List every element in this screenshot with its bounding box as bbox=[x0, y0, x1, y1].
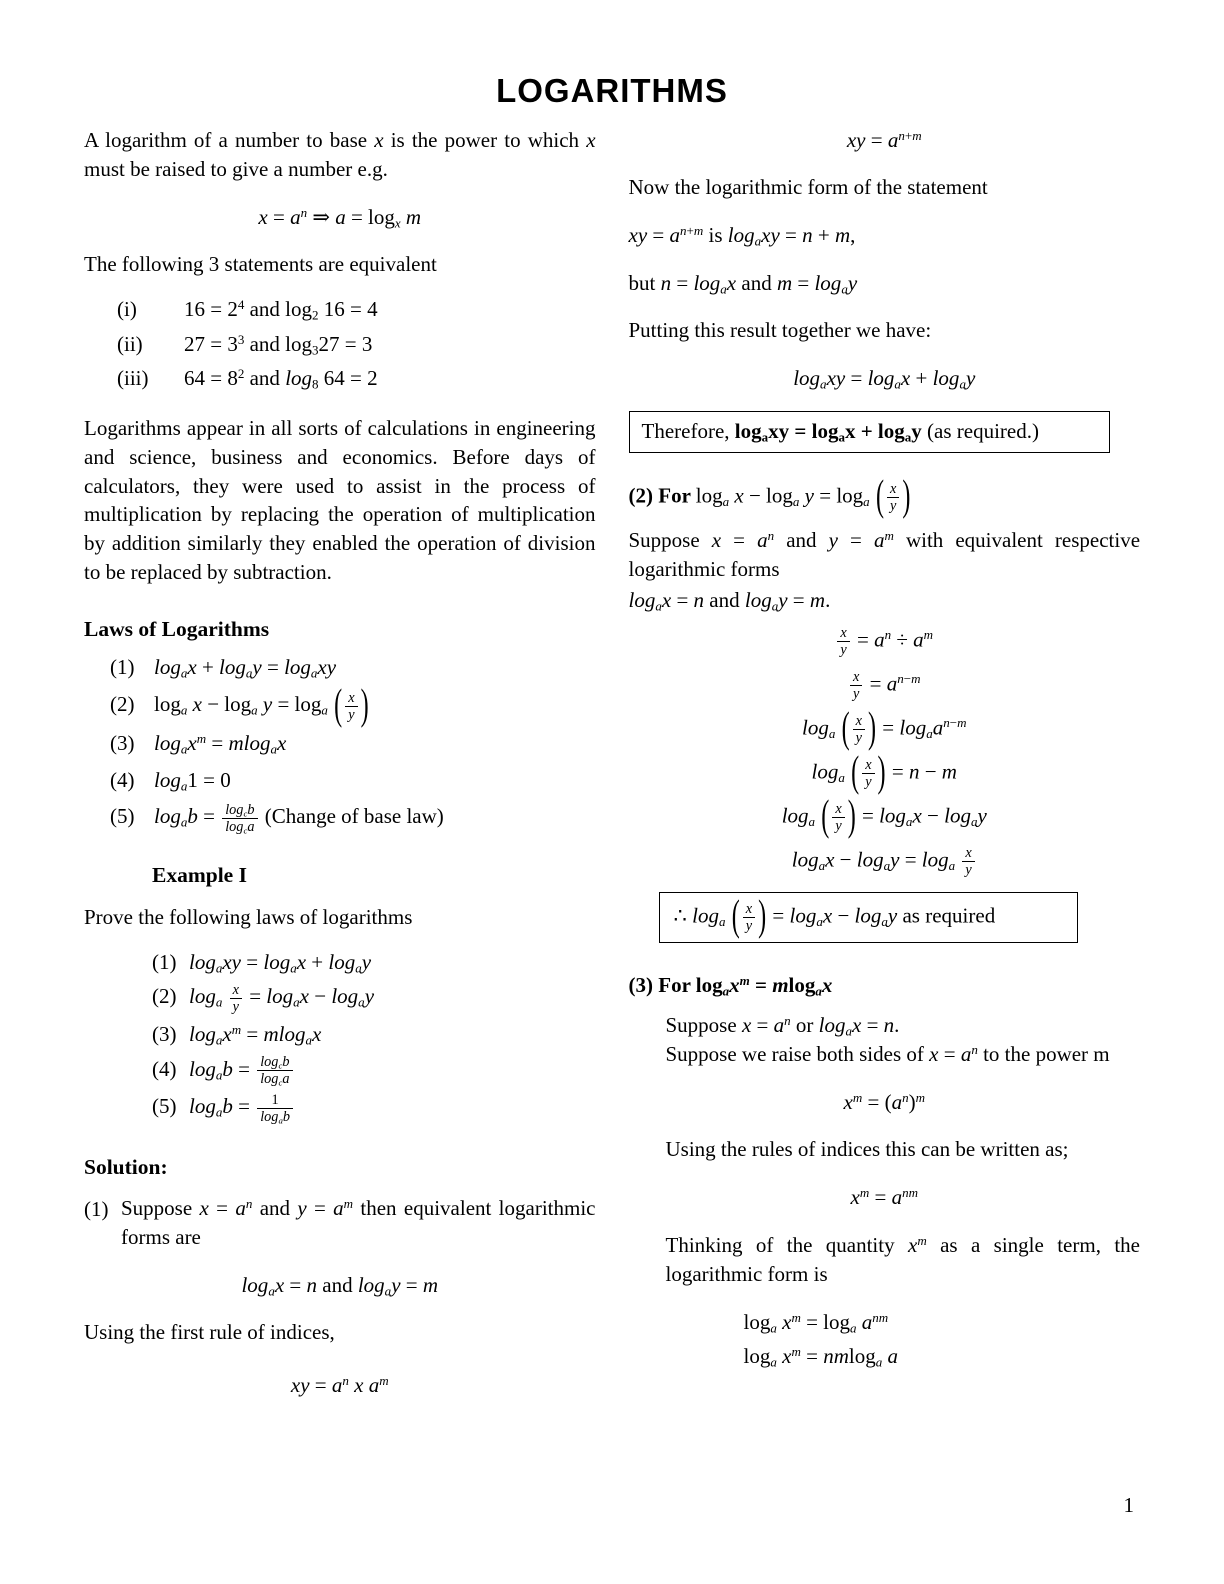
putting-text: Putting this result together we have: bbox=[628, 318, 932, 342]
section-2-paragraph: Suppose $x = a^n$ and $y = a^m$ with equivalent respective logarithmic forms bbox=[628, 527, 1141, 581]
list-item bbox=[117, 363, 596, 393]
solution-text: Suppose $x = a^n$ and $y = a^m$ then equivalent logarithmic forms are bbox=[121, 1195, 596, 1249]
item-equation: $64 = 8^2$ and $\log_8 64 = 2$ bbox=[184, 365, 378, 392]
item-equation: $\log_a x - \log_a y = \log_a$ ( $\frac{x}{y}$ ) bbox=[154, 680, 369, 730]
equation-line: $\frac{x}{y}$ = $a^n \div a^m$ bbox=[629, 625, 1141, 658]
item-label: (1) bbox=[110, 655, 135, 680]
solution-equation: xy = $a^n$ x $a^m$ bbox=[290, 1372, 389, 1398]
item-label: (iii) bbox=[117, 366, 149, 391]
law-item bbox=[110, 801, 596, 835]
law-item bbox=[110, 652, 596, 682]
equation-line: $\frac{x}{y}$ = $a^{n-m}$ bbox=[629, 669, 1141, 702]
prove-item bbox=[152, 1091, 596, 1125]
item-equation: $\log_ax^m = mlog_ax$ bbox=[154, 731, 287, 758]
list-item bbox=[117, 294, 596, 324]
equation-line: $x^m = (a^n)^m$ bbox=[843, 1089, 925, 1115]
item-equation: $16 = 2^4$ and $\log_2 16 = 4$ bbox=[184, 297, 378, 323]
law-item bbox=[110, 765, 596, 795]
item-label: (i) bbox=[117, 297, 137, 322]
intro-paragraph: A logarithm of a number to base x is the power to which x must be raised to give a number e.g. bbox=[84, 128, 596, 181]
prove-item bbox=[152, 1054, 596, 1088]
now-text: Now the logarithmic form of the statement bbox=[628, 175, 988, 200]
conclusion-box-product-rule: Therefore, $\log_axy = \log_ax + \log_ay$ (as required.) bbox=[629, 411, 1111, 452]
solution-step bbox=[84, 1194, 596, 1252]
section-3-paragraph: Suppose we raise both sides of $x = a^n$ to the power m bbox=[665, 1041, 1110, 1067]
section-2-heading: (2) For $\log_a x - \log_a y = \log_a$ ( $\frac{x}{y}$ ) bbox=[628, 471, 911, 521]
definition-equation: $x = a^n$ ⇒ $a = \log_x m$ bbox=[258, 204, 422, 231]
item-equation: $27 = 3^3$ and $\log_327 = 3$ bbox=[184, 331, 373, 358]
law-item bbox=[110, 680, 596, 730]
list-item bbox=[117, 329, 596, 359]
section-3-heading: (3) For $\log_ax^m = mlog_ax$ bbox=[628, 972, 833, 999]
equation-line: $\log_a$ ( $\frac{x}{y}$ ) = $\log_aa^{n-m}$ bbox=[801, 704, 967, 753]
equation-line: $\log_a$ ( $\frac{x}{y}$ ) = n − m bbox=[811, 748, 957, 797]
equation-line: $\log_ax = n$ and $\log_ay = m$. bbox=[628, 587, 831, 614]
indices-text: Using the first rule of indices, bbox=[84, 1320, 335, 1345]
laws-heading: Laws of Logarithms bbox=[84, 617, 270, 642]
item-label: (3) bbox=[110, 731, 135, 756]
item-label: (4) bbox=[152, 1056, 177, 1081]
item-equation: $\log_a1 = 0$ bbox=[154, 767, 231, 794]
two-column-layout bbox=[84, 116, 1140, 1418]
section-3-paragraph: Using the rules of indices this can be written as; bbox=[665, 1137, 1069, 1162]
conclusion-box-quotient-rule: ∴ $\log_a$ ( $\frac{x}{y}$ ) = $\log_ax - \log_ay$ as required bbox=[659, 892, 1079, 943]
equation-line: $x^m = a^{nm}$ bbox=[850, 1185, 918, 1210]
item-label: (4) bbox=[110, 767, 135, 792]
right-column bbox=[629, 116, 1141, 1389]
item-label: (2) bbox=[152, 984, 177, 1009]
equation-line: $\log_axy = \log_ax + \log_ay$ bbox=[793, 365, 976, 392]
prove-list bbox=[84, 947, 596, 1125]
item-label: (ii) bbox=[117, 331, 143, 356]
law-item bbox=[110, 728, 596, 758]
item-label: (2) bbox=[110, 691, 135, 716]
page-title: LOGARITHMS bbox=[496, 72, 728, 109]
section-3-paragraph: Thinking of the quantity $x^m$ as a single term, the logarithmic form is bbox=[665, 1232, 1140, 1286]
solution-equation: $\log_ax = n$ and $\log_ay = m$ bbox=[241, 1272, 439, 1299]
equivalence-intro: The following 3 statements are equivalent bbox=[84, 252, 437, 277]
left-column bbox=[84, 116, 596, 1418]
example-heading: Example I bbox=[152, 863, 247, 888]
item-label: (5) bbox=[110, 804, 135, 829]
prove-item bbox=[152, 981, 596, 1015]
item-label: (3) bbox=[152, 1022, 177, 1047]
prove-intro: Prove the following laws of logarithms bbox=[84, 905, 413, 930]
page-number: 1 bbox=[1123, 1493, 1134, 1517]
equation-line: xy = $a^{n+m}$ bbox=[846, 127, 922, 152]
equation-line: $\log_a x^m = nmlog_a$ a bbox=[743, 1343, 898, 1370]
item-equation: $\log_ab$ = $\frac{1}{\log_ab}$ bbox=[189, 1091, 295, 1125]
equation-line: $\log_a$ ( $\frac{x}{y}$ ) = $\log_ax - \log_ay$ bbox=[781, 791, 987, 841]
equivalent-statements-list bbox=[84, 294, 596, 393]
section-3-body bbox=[666, 1011, 1141, 1069]
prove-item bbox=[152, 947, 596, 977]
equation-line: but $n = \log_ax$ and $m = \log_ay$ bbox=[628, 270, 858, 297]
equation-line: xy = $a^{n+m}$ is $\log_axy = n + m$, bbox=[628, 223, 856, 249]
item-equation: $\log_axy = \log_ax + \log_ay$ bbox=[189, 950, 372, 976]
item-equation: $\log_ab$ = $\frac{\log_cb}{\log_ca}$ bbox=[189, 1054, 295, 1088]
equation-line: $\log_a x^m = \log_a a^{nm}$ bbox=[743, 1309, 889, 1336]
item-equation: $\log_ax^m = mlog_ax$ bbox=[189, 1021, 322, 1048]
item-label: (5) bbox=[152, 1094, 177, 1119]
prove-item bbox=[152, 1019, 596, 1049]
section-3-paragraph: Suppose $x = a^n$ or $\log_ax = n$. bbox=[665, 1012, 900, 1039]
item-label: (1) bbox=[152, 950, 177, 974]
laws-list bbox=[84, 652, 596, 835]
item-label: (1) bbox=[84, 1196, 109, 1221]
item-equation: $\log_ax + \log_ay = \log_axy$ bbox=[154, 655, 337, 682]
body-paragraph: Logarithms appear in all sorts of calculations in engineering and science, business and economics. Before days of calculators, they were used to assist in the process of multiplication by replacing the operation of multiplication by addition similarly they enabled the operation of division to be replaced by subtraction. bbox=[84, 415, 596, 585]
solution-heading: Solution: bbox=[84, 1154, 168, 1179]
equation-line: $\log_ax - \log_ay = \log_a$ $\frac{x}{y}$ bbox=[629, 845, 1141, 878]
item-equation: $\log_ab$ = $\frac{\log_cb}{\log_ca}$ (Change of base law) bbox=[154, 802, 444, 836]
item-equation: $\log_a$ $\frac{x}{y}$ = $\log_ax - \log_ay$ bbox=[189, 982, 375, 1016]
